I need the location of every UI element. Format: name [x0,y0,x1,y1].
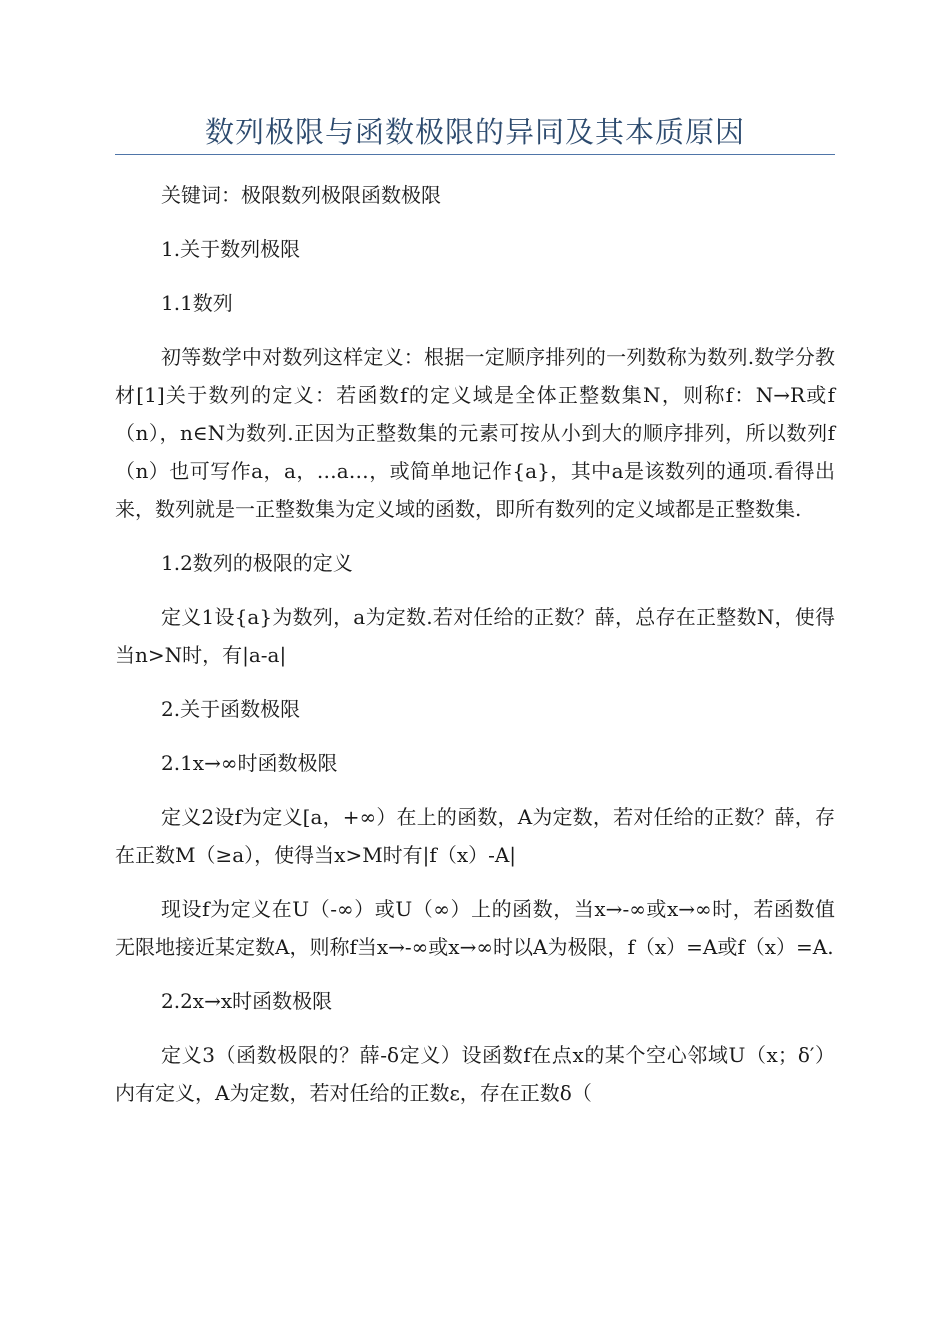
section-heading-2: 2.关于函数极限 [161,697,301,721]
document-body [115,176,835,1128]
title-underline [115,154,835,155]
section-heading-2-2: 2.2x→x时函数极限 [161,989,333,1013]
paragraph-sequence-definition: 初等数学中对数列这样定义：根据一定顺序排列的一列数称为数列.数学分教材[1]关于数列的定义：若函数f的定义域是全体正整数集N，则称f：N→R或f（n），n∈N为数列.正因为正整数集的元素可按从小到大的顺序排列，所以数列f（n）也可写作a，a，…a…，或简单地记作{a}，其中a是该数列的通项.看得出来，数列就是一正整数集为定义域的函数，即所有数列的定义域都是正整数集. [115,345,835,521]
paragraph-infinity-limit: 现设f为定义在U（-∞）或U（∞）上的函数，当x→-∞或x→∞时，若函数值无限地接近某定数A，则称f当x→-∞或x→∞时以A为极限，f（x）=A或f（x）=A. [115,897,835,959]
document-title: 数列极限与函数极限的异同及其本质原因 [204,115,745,149]
paragraph-definition-2: 定义2设f为定义[a，+∞）在上的函数，A为定数，若对任给的正数？薛，存在正数M（≥a），使得当x>M时有|f（x）-A| [115,805,835,867]
section-heading-1-1: 1.1数列 [161,291,233,315]
paragraph-definition-3: 定义3（函数极限的？薛-δ定义）设函数f在点x的某个空心邻域U（x；δ′）内有定义，A为定数，若对任给的正数ε，存在正数δ（ [115,1043,835,1105]
section-heading-1: 1.关于数列极限 [161,237,301,261]
section-heading-1-2: 1.2数列的极限的定义 [161,551,353,575]
paragraph-definition-1: 定义1设{a}为数列，a为定数.若对任给的正数？薛，总存在正整数N，使得当n>N时，有|a-a| [115,605,835,667]
keywords-line: 关键词：极限数列极限函数极限 [161,183,441,207]
section-heading-2-1: 2.1x→∞时函数极限 [161,751,338,775]
